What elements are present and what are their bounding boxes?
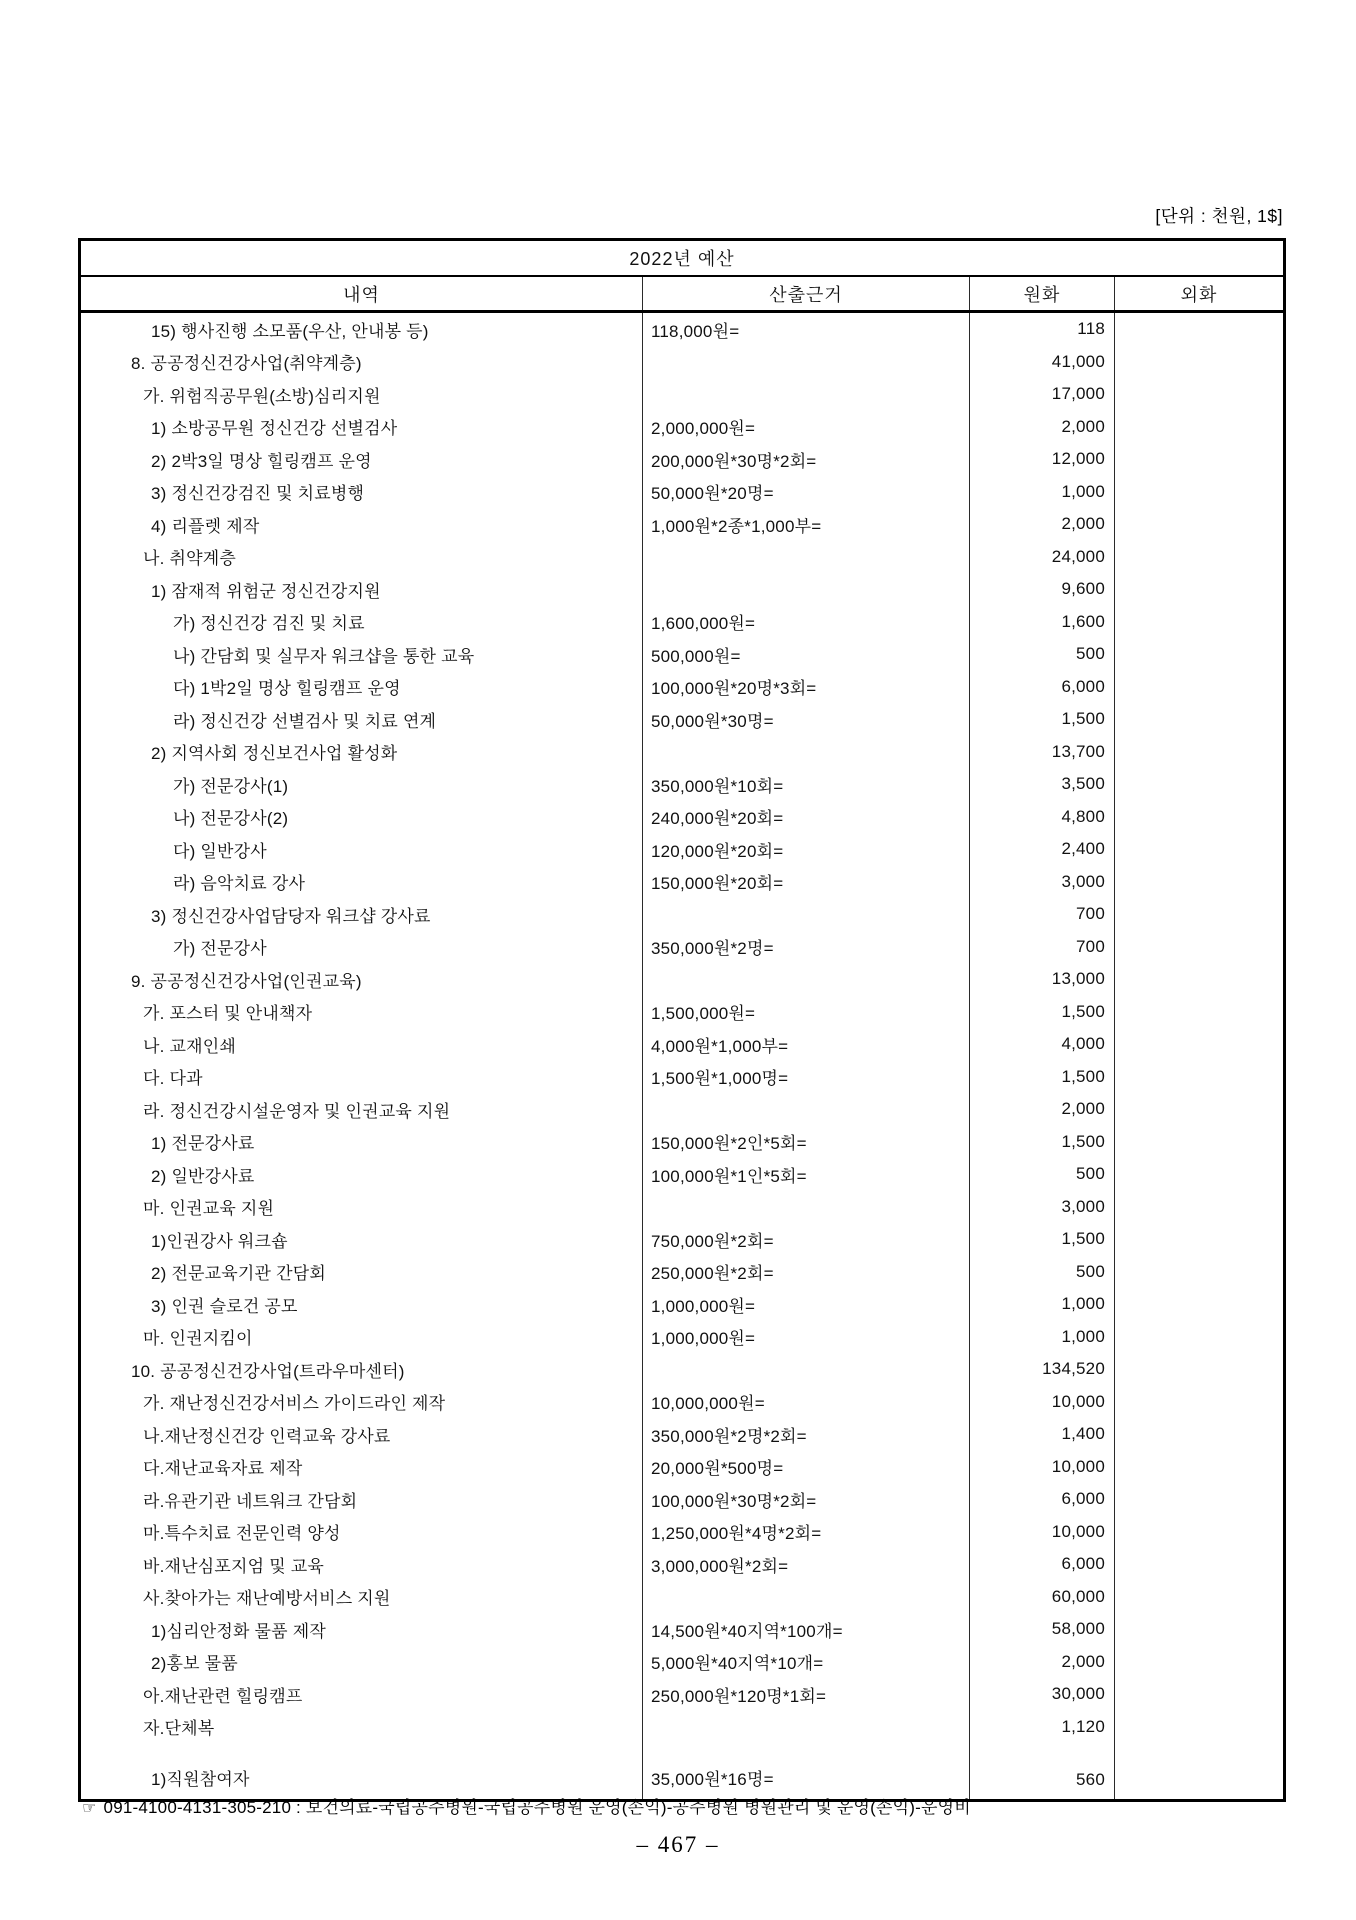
table-row	[80, 1321, 1285, 1354]
basis-cell: 1,500,000원=	[643, 996, 970, 1029]
table-row	[80, 1678, 1285, 1711]
detail-cell: 15) 행사진행 소모품(우산, 안내봉 등)	[151, 321, 429, 341]
basis-cell: 250,000원*120명*1회=	[643, 1678, 970, 1711]
krw-cell: 2,000	[970, 1093, 1115, 1126]
basis-cell	[643, 378, 970, 411]
krw-cell: 41,000	[970, 346, 1115, 379]
krw-cell: 13,000	[970, 963, 1115, 996]
table-row	[80, 541, 1285, 574]
basis-cell: 150,000원*20회=	[643, 866, 970, 899]
table-row	[80, 833, 1285, 866]
table-row	[80, 606, 1285, 639]
fx-cell	[1115, 671, 1285, 704]
basis-cell	[643, 963, 970, 996]
detail-cell: 1) 소방공무원 정신건강 선별검사	[151, 419, 398, 439]
fx-cell	[1115, 411, 1285, 444]
fx-cell	[1115, 1191, 1285, 1224]
krw-cell: 1,600	[970, 606, 1115, 639]
fx-cell	[1115, 1483, 1285, 1516]
table-row	[80, 476, 1285, 509]
fx-cell	[1115, 378, 1285, 411]
fx-cell	[1115, 1581, 1285, 1614]
detail-cell: 마.특수치료 전문인력 양성	[143, 1524, 341, 1544]
detail-cell: 나) 간담회 및 실무자 워크샵을 통한 교육	[173, 646, 475, 666]
krw-cell: 2,000	[970, 508, 1115, 541]
krw-cell: 2,400	[970, 833, 1115, 866]
col-header-krw: 원화	[970, 276, 1115, 312]
krw-cell: 700	[970, 931, 1115, 964]
table-row	[80, 1418, 1285, 1451]
fx-cell	[1115, 1353, 1285, 1386]
krw-cell: 24,000	[970, 541, 1115, 574]
table-row	[80, 411, 1285, 444]
basis-cell: 750,000원*2회=	[643, 1223, 970, 1256]
fx-cell	[1115, 508, 1285, 541]
basis-cell	[643, 898, 970, 931]
detail-cell: 3) 인권 슬로건 공모	[151, 1296, 298, 1316]
fx-cell	[1115, 931, 1285, 964]
basis-cell: 500,000원=	[643, 638, 970, 671]
krw-cell: 560	[970, 1743, 1115, 1801]
table-row	[80, 1386, 1285, 1419]
detail-cell: 가. 위험직공무원(소방)심리지원	[143, 386, 381, 406]
detail-cell: 바.재난심포지엄 및 교육	[143, 1556, 324, 1576]
table-row	[80, 443, 1285, 476]
basis-cell: 100,000원*20명*3회=	[643, 671, 970, 704]
table-row	[80, 898, 1285, 931]
krw-cell: 2,000	[970, 1646, 1115, 1679]
footnote	[82, 1793, 971, 1818]
table-row	[80, 1516, 1285, 1549]
krw-cell: 6,000	[970, 1483, 1115, 1516]
fx-cell	[1115, 1711, 1285, 1744]
table-row	[80, 508, 1285, 541]
table-row	[80, 378, 1285, 411]
detail-cell: 라.유관기관 네트워크 간담회	[143, 1491, 358, 1511]
detail-cell: 사.찾아가는 재난예방서비스 지원	[143, 1589, 391, 1609]
detail-cell: 가. 포스터 및 안내책자	[143, 1004, 313, 1024]
basis-cell: 10,000,000원=	[643, 1386, 970, 1419]
krw-cell: 134,520	[970, 1353, 1115, 1386]
table-row	[80, 866, 1285, 899]
fx-cell	[1115, 801, 1285, 834]
basis-cell: 50,000원*30명=	[643, 703, 970, 736]
table-row	[80, 1061, 1285, 1094]
basis-cell: 250,000원*2회=	[643, 1256, 970, 1289]
basis-cell: 1,000원*2종*1,000부=	[643, 508, 970, 541]
table-header-row	[80, 276, 1285, 312]
detail-cell: 10. 공공정신건강사업(트라우마센터)	[131, 1361, 405, 1381]
fx-cell	[1115, 866, 1285, 899]
detail-cell: 나.재난정신건강 인력교육 강사료	[143, 1426, 391, 1446]
basis-cell: 240,000원*20회=	[643, 801, 970, 834]
table-title-row	[80, 240, 1285, 277]
krw-cell: 700	[970, 898, 1115, 931]
fx-cell	[1115, 476, 1285, 509]
table-row	[80, 1223, 1285, 1256]
basis-cell: 50,000원*20명=	[643, 476, 970, 509]
krw-cell: 2,000	[970, 411, 1115, 444]
fx-cell	[1115, 1061, 1285, 1094]
basis-cell: 2,000,000원=	[643, 411, 970, 444]
table-row	[80, 1158, 1285, 1191]
krw-cell: 6,000	[970, 1548, 1115, 1581]
fx-cell	[1115, 898, 1285, 931]
table-row	[80, 1256, 1285, 1289]
fx-cell	[1115, 1613, 1285, 1646]
krw-cell: 12,000	[970, 443, 1115, 476]
detail-cell: 다.재난교육자료 제작	[143, 1459, 303, 1479]
basis-cell: 1,250,000원*4명*2회=	[643, 1516, 970, 1549]
table-row	[80, 996, 1285, 1029]
basis-cell: 350,000원*2명=	[643, 931, 970, 964]
table-row	[80, 346, 1285, 379]
detail-cell: 2) 일반강사료	[151, 1166, 255, 1186]
detail-cell: 자.단체복	[143, 1719, 215, 1739]
table-row	[80, 1646, 1285, 1679]
detail-cell: 4) 리플렛 제작	[151, 516, 260, 536]
fx-cell	[1115, 996, 1285, 1029]
detail-cell: 다) 일반강사	[173, 841, 267, 861]
detail-cell: 가) 전문강사(1)	[173, 776, 289, 796]
detail-cell: 2) 전문교육기관 간담회	[151, 1264, 326, 1284]
fx-cell	[1115, 963, 1285, 996]
krw-cell: 500	[970, 1158, 1115, 1191]
fx-cell	[1115, 1548, 1285, 1581]
krw-cell: 10,000	[970, 1451, 1115, 1484]
fx-cell	[1115, 768, 1285, 801]
basis-cell: 1,500원*1,000명=	[643, 1061, 970, 1094]
detail-cell: 나. 교재인쇄	[143, 1036, 236, 1056]
detail-cell: 9. 공공정신건강사업(인권교육)	[131, 971, 362, 991]
krw-cell: 1,500	[970, 1223, 1115, 1256]
fx-cell	[1115, 312, 1285, 346]
table-row	[80, 1353, 1285, 1386]
table-row	[80, 638, 1285, 671]
detail-cell: 1) 전문강사료	[151, 1134, 255, 1154]
basis-cell: 35,000원*16명=	[643, 1743, 970, 1801]
fx-cell	[1115, 573, 1285, 606]
table-body	[80, 312, 1285, 1801]
krw-cell: 58,000	[970, 1613, 1115, 1646]
col-header-basis: 산출근거	[643, 276, 970, 312]
basis-cell	[643, 1191, 970, 1224]
detail-cell: 1)인권강사 워크숍	[151, 1231, 288, 1251]
krw-cell: 1,120	[970, 1711, 1115, 1744]
basis-cell	[643, 1353, 970, 1386]
table-row	[80, 1743, 1285, 1801]
fx-cell	[1115, 1451, 1285, 1484]
krw-cell: 1,000	[970, 1321, 1115, 1354]
fx-cell	[1115, 606, 1285, 639]
fx-cell	[1115, 736, 1285, 769]
table-row	[80, 963, 1285, 996]
krw-cell: 10,000	[970, 1386, 1115, 1419]
krw-cell: 1,000	[970, 476, 1115, 509]
table-row	[80, 768, 1285, 801]
table-row	[80, 1451, 1285, 1484]
table-row	[80, 573, 1285, 606]
basis-cell: 20,000원*500명=	[643, 1451, 970, 1484]
basis-cell: 150,000원*2인*5회=	[643, 1126, 970, 1159]
basis-cell	[643, 1581, 970, 1614]
krw-cell: 1,500	[970, 703, 1115, 736]
fx-cell	[1115, 833, 1285, 866]
table-row	[80, 1093, 1285, 1126]
table-row	[80, 1548, 1285, 1581]
table-row	[80, 1581, 1285, 1614]
basis-cell: 14,500원*40지역*100개=	[643, 1613, 970, 1646]
col-header-detail: 내역	[80, 276, 643, 312]
table-row	[80, 1288, 1285, 1321]
fx-cell	[1115, 1288, 1285, 1321]
detail-cell: 라) 음악치료 강사	[173, 874, 306, 894]
detail-cell: 나. 취약계층	[143, 549, 236, 569]
fx-cell	[1115, 703, 1285, 736]
fx-cell	[1115, 1223, 1285, 1256]
basis-cell: 4,000원*1,000부=	[643, 1028, 970, 1061]
detail-cell: 라. 정신건강시설운영자 및 인권교육 지원	[143, 1101, 451, 1121]
pointing-hand-icon: ☞	[82, 1800, 97, 1817]
basis-cell: 120,000원*20회=	[643, 833, 970, 866]
fx-cell	[1115, 638, 1285, 671]
detail-cell: 마. 인권교육 지원	[143, 1199, 275, 1219]
krw-cell: 60,000	[970, 1581, 1115, 1614]
col-header-fx: 외화	[1115, 276, 1285, 312]
basis-cell: 350,000원*2명*2회=	[643, 1418, 970, 1451]
basis-cell: 100,000원*30명*2회=	[643, 1483, 970, 1516]
basis-cell: 5,000원*40지역*10개=	[643, 1646, 970, 1679]
basis-cell: 350,000원*10회=	[643, 768, 970, 801]
page-number: – 467 –	[636, 1832, 720, 1857]
krw-cell: 1,500	[970, 996, 1115, 1029]
krw-cell: 1,000	[970, 1288, 1115, 1321]
detail-cell: 8. 공공정신건강사업(취약계층)	[131, 354, 362, 374]
detail-cell: 가. 재난정신건강서비스 가이드라인 제작	[143, 1394, 446, 1414]
fx-cell	[1115, 1386, 1285, 1419]
fx-cell	[1115, 1256, 1285, 1289]
krw-cell: 9,600	[970, 573, 1115, 606]
fx-cell	[1115, 1158, 1285, 1191]
krw-cell: 17,000	[970, 378, 1115, 411]
detail-cell: 1)심리안정화 물품 제작	[151, 1621, 326, 1641]
detail-cell: 2) 지역사회 정신보건사업 활성화	[151, 744, 398, 764]
budget-table	[78, 238, 1286, 1802]
detail-cell: 3) 정신건강사업담당자 워크샵 강사료	[151, 906, 431, 926]
krw-cell: 3,000	[970, 866, 1115, 899]
krw-cell: 1,500	[970, 1061, 1115, 1094]
basis-cell: 118,000원=	[643, 312, 970, 346]
footnote-text: 091-4100-4131-305-210 : 보건의료-국립공주병원-국립공주병원 운영(손익)-공주병원 병원관리 및 운영(손익)-운영비	[103, 1798, 971, 1817]
basis-cell: 1,000,000원=	[643, 1288, 970, 1321]
fx-cell	[1115, 1418, 1285, 1451]
detail-cell: 2)홍보 물품	[151, 1654, 238, 1674]
fx-cell	[1115, 1516, 1285, 1549]
krw-cell: 4,800	[970, 801, 1115, 834]
table-title: 2022년 예산	[80, 240, 1285, 277]
detail-cell: 라) 정신건강 선별검사 및 치료 연계	[173, 711, 437, 731]
table-row	[80, 1028, 1285, 1061]
detail-cell: 1) 잠재적 위험군 정신건강지원	[151, 581, 381, 601]
unit-label: [단위 : 천원, 1$]	[1155, 206, 1283, 226]
table-row	[80, 801, 1285, 834]
basis-cell	[643, 541, 970, 574]
fx-cell	[1115, 1743, 1285, 1801]
table-row	[80, 312, 1285, 346]
table-row	[80, 736, 1285, 769]
krw-cell: 118	[970, 312, 1115, 346]
detail-cell: 마. 인권지킴이	[143, 1329, 253, 1349]
basis-cell: 100,000원*1인*5회=	[643, 1158, 970, 1191]
fx-cell	[1115, 1646, 1285, 1679]
krw-cell: 13,700	[970, 736, 1115, 769]
table-row	[80, 931, 1285, 964]
krw-cell: 500	[970, 638, 1115, 671]
fx-cell	[1115, 1321, 1285, 1354]
krw-cell: 1,400	[970, 1418, 1115, 1451]
krw-cell: 3,000	[970, 1191, 1115, 1224]
fx-cell	[1115, 443, 1285, 476]
detail-cell: 다) 1박2일 명상 힐링캠프 운영	[173, 679, 401, 699]
fx-cell	[1115, 1093, 1285, 1126]
table-row	[80, 1613, 1285, 1646]
fx-cell	[1115, 541, 1285, 574]
basis-cell: 3,000,000원*2회=	[643, 1548, 970, 1581]
detail-cell: 가) 전문강사	[173, 939, 267, 959]
krw-cell: 3,500	[970, 768, 1115, 801]
table-row	[80, 1191, 1285, 1224]
krw-cell: 6,000	[970, 671, 1115, 704]
basis-cell: 200,000원*30명*2회=	[643, 443, 970, 476]
table-row	[80, 703, 1285, 736]
table-row	[80, 1126, 1285, 1159]
detail-cell: 다. 다과	[143, 1069, 203, 1089]
detail-cell: 가) 정신건강 검진 및 치료	[173, 614, 365, 634]
basis-cell: 1,000,000원=	[643, 1321, 970, 1354]
basis-cell	[643, 1711, 970, 1744]
basis-cell	[643, 346, 970, 379]
krw-cell: 1,500	[970, 1126, 1115, 1159]
basis-cell	[643, 573, 970, 606]
fx-cell	[1115, 1678, 1285, 1711]
krw-cell: 500	[970, 1256, 1115, 1289]
krw-cell: 4,000	[970, 1028, 1115, 1061]
basis-cell	[643, 736, 970, 769]
basis-cell	[643, 1093, 970, 1126]
fx-cell	[1115, 346, 1285, 379]
detail-cell: 3) 정신건강검진 및 치료병행	[151, 484, 365, 504]
detail-cell: 나) 전문강사(2)	[173, 809, 289, 829]
krw-cell: 30,000	[970, 1678, 1115, 1711]
krw-cell: 10,000	[970, 1516, 1115, 1549]
table-row	[80, 1711, 1285, 1744]
basis-cell: 1,600,000원=	[643, 606, 970, 639]
detail-cell: 아.재난관련 힐링캠프	[143, 1686, 303, 1706]
table-row	[80, 1483, 1285, 1516]
table-row	[80, 671, 1285, 704]
detail-cell: 1)직원참여자	[151, 1770, 250, 1789]
fx-cell	[1115, 1126, 1285, 1159]
detail-cell: 2) 2박3일 명상 힐링캠프 운영	[151, 451, 372, 471]
fx-cell	[1115, 1028, 1285, 1061]
